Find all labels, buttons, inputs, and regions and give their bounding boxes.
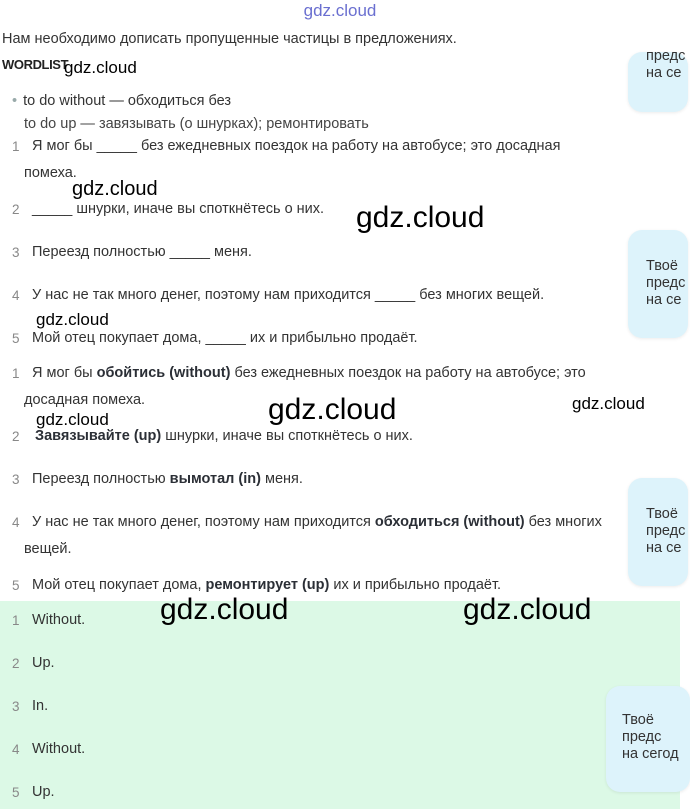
item-text-cont: досадная помеха. [24,392,146,408]
filled-item: 5 Мой отец покупает дома, ремонтирует (up) их и прибыльно продаёт. [0,572,650,599]
item-text-cont: помеха. [24,165,77,181]
item-number: 1 [12,613,20,628]
item-number: 3 [12,699,20,714]
chat-bubble[interactable]: предс на се [628,52,688,112]
answer-text: Up. [32,784,55,800]
answer-item [0,779,650,806]
answer-text: Without. [32,612,86,628]
item-number: 3 [12,245,20,260]
item-number: 4 [12,742,20,757]
watermark: gdz.cloud [36,410,109,429]
item-number: 5 [12,578,20,593]
answer-item [0,736,650,763]
item-text: Переезд полностью _____ меня. [32,244,252,260]
watermark: gdz.cloud [572,394,645,413]
exercise-item [0,282,650,309]
answer-text: Without. [32,741,86,757]
item-number: 3 [12,472,20,487]
answer-item [0,693,650,720]
item-text: _____ шнурки, иначе вы споткнётесь о них. [32,201,325,217]
filled-item: 2 Завязывайте (up) шнурки, иначе вы споткнётесь о них. [0,423,650,450]
wordlist-item: • to do without — обходиться без [12,93,231,109]
item-text-cont: вещей. [24,541,72,557]
item-number: 1 [12,366,20,381]
item-number: 2 [12,429,20,444]
task-intro: Нам необходимо дописать пропущенные частицы в предложениях. [2,31,457,47]
bullet-icon: • [12,93,18,109]
item-number: 4 [12,288,20,303]
wordlist-label: WORDLIST [2,57,69,72]
item-number: 1 [12,139,20,154]
answer-word: Завязывайте (up) [35,428,162,444]
item-number: 2 [12,656,20,671]
watermark: gdz.cloud [356,201,485,234]
answer-item [0,650,650,677]
filled-item: 4 У нас не так много денег, поэтому нам приходится обходиться (without) без многих вещей. [0,509,650,563]
exercise-item [0,239,650,266]
answer-text: Up. [32,655,55,671]
watermark: gdz.cloud [64,58,137,77]
item-number: 2 [12,202,20,217]
filled-item: 3 Переезд полностью вымотал (in) меня. [0,466,650,493]
answer-word: ремонтирует (up) [205,577,330,593]
item-number: 5 [12,331,20,346]
watermark: gdz.cloud [72,178,158,200]
filled-item: 1 Я мог бы обойтись (without) без ежедневных поездок на работу на автобусе; это досадная помеха. [0,360,650,414]
item-number: 5 [12,785,20,800]
answer-word: обойтись (without) [96,365,231,381]
item-text: У нас не так много денег, поэтому нам приходится _____ без многих вещей. [32,287,545,303]
watermark: gdz.cloud [268,393,397,426]
top-watermark: gdz.cloud [303,1,377,20]
answer-word: вымотал (in) [169,471,261,487]
watermark: gdz.cloud [36,310,109,329]
chat-bubble[interactable]: Твоё предс на се [628,230,688,338]
chat-bubble[interactable]: Твоё предс на се [628,478,688,586]
chat-bubble[interactable]: Твоё предс на сегод [606,686,690,792]
wordlist-item-cut: to do up — завязывать (о шнурках); ремонтировать [24,116,369,132]
watermark: gdz.cloud [463,593,592,626]
item-text: Мой отец покупает дома, _____ их и прибыльно продаёт. [32,330,418,346]
item-text: Я мог бы _____ без ежедневных поездок на работу на автобусе; это досадная [32,138,561,154]
answer-text: In. [32,698,49,714]
watermark: gdz.cloud [160,593,289,626]
answer-word: обходиться (without) [374,514,525,530]
item-number: 4 [12,515,20,530]
